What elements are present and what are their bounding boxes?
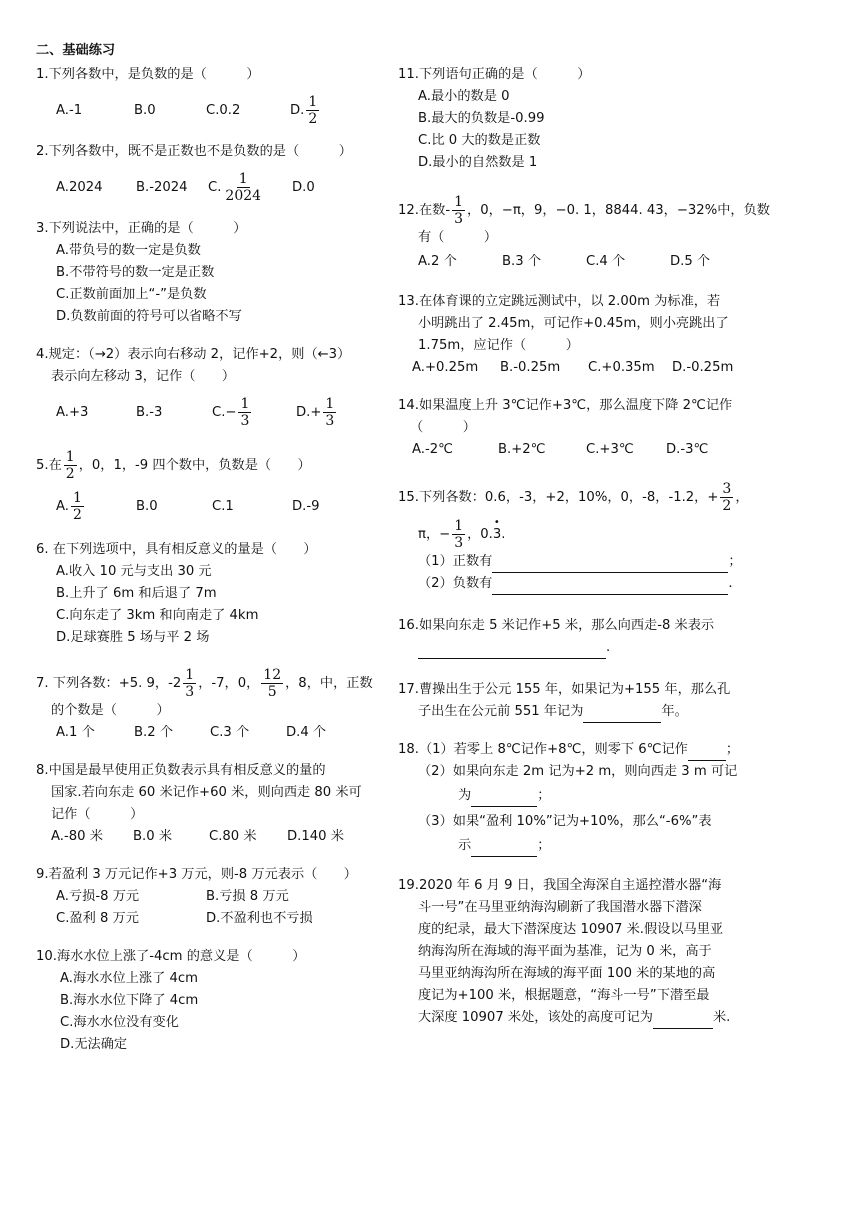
question-4 [36,344,386,429]
q15-stem-prefix: 15.下列各数：0.6，-3，+2，10%，0，-8，-1.2，+ [398,489,719,505]
q18-part-3-answer [418,835,778,857]
q4-stem-line1: 4.规定：（→2）表示向右移动 2，记作+2，则（←3） [36,347,351,362]
question-10 [36,946,386,1056]
q7-numerator-1: 1 [185,667,195,683]
q4-c-numerator: 1 [240,396,250,412]
q4-stem-line2: 表示向左移动 3，记作（ ） [51,369,236,384]
q1-option-c[interactable]: C.0.2 [206,102,241,118]
q15-denominator-2: 3 [454,535,464,551]
q7-option-c[interactable]: C.3 个 [210,725,250,740]
q15-part-2-blank[interactable] [492,578,728,595]
q6-option-d[interactable]: D.足球赛胜 5 场与平 2 场 [56,630,210,645]
q1-option-d-prefix: D. [290,102,305,118]
q9-option-c[interactable]: C.盈利 8 万元 [56,911,139,926]
q14-options [398,439,778,461]
q12-option-c[interactable]: C.4 个 [586,254,626,269]
q19-line-1: 19.2020 年 6 月 9 日，我国全海深自主遥控潜水器“海 [398,878,722,893]
q5-option-a-prefix: A. [56,498,69,514]
q15-part-1 [398,551,778,573]
q5-option-a-fraction [71,490,84,523]
q15-part-1-label: （1）正数有 [418,554,493,569]
q1-option-a[interactable]: A.-1 [56,102,83,118]
q4-option-d[interactable] [296,396,338,429]
q1-stem: 1.下列各数中，是负数的是（ ） [36,67,260,82]
q18-part-2 [398,761,778,807]
q11-options [398,86,778,174]
q12-numerator: 1 [454,194,464,210]
q15-denominator-1: 2 [722,498,732,514]
q19-line-6: 度记为+100 米，根据题意，“海斗一号”下潜至最 [418,988,710,1003]
q15-part-1-end: ； [728,554,742,569]
question-15 [398,481,778,595]
q9-option-d[interactable]: D.不盈利也不亏损 [206,911,313,926]
q6-stem: 6. 在下列选项中，具有相反意义的量是（ ） [36,542,317,557]
q13-option-b[interactable]: B.-0.25m [500,360,561,375]
q18-part-2-answer [418,785,778,807]
q8-stem-line2: 国家.若向东走 60 米记作+60 米，则向西走 80 米可 [51,785,362,800]
q13-stem-line1: 13.在体育课的立定跳远测试中，以 2.00m 为标准，若 [398,294,721,309]
q4-d-numerator: 1 [325,396,335,412]
q7-option-b[interactable]: B.2 个 [134,725,174,740]
question-6 [36,539,386,649]
right-column [398,64,778,1039]
q15-numerator-2: 1 [454,518,464,534]
q1-option-d[interactable] [290,94,321,127]
q12-stem-line2: 有（ ） [418,230,498,245]
q8-stem-line3: 记作（ ） [51,807,144,822]
q17-stem-line1: 17.曹操出生于公元 155 年，如果记为+155 年，那么孔 [398,682,731,697]
q19-line-5: 马里亚纳海沟所在海域的海平面 100 米的某地的高 [418,966,716,981]
q10-option-a[interactable]: A.海水水位上涨了 4cm [60,971,198,986]
q3-option-c[interactable]: C.正数前面加上“-”是负数 [56,287,207,302]
q1-d-numerator: 1 [308,94,318,110]
q16-end: . [606,640,611,655]
q19-blank[interactable] [653,1012,713,1029]
q4-c-denominator: 3 [240,413,250,429]
q2-stem: 2.下列各数中，既不是正数也不是负数的是（ ） [36,144,352,159]
q9-options-row1 [36,886,386,908]
question-12 [398,194,778,273]
q3-stem: 3.下列说法中，正确的是（ ） [36,221,247,236]
q8-options [36,826,386,848]
q15-line2-mid: ，0. [467,526,493,542]
q14-stem-line2: （ ） [410,420,476,435]
q8-option-a[interactable]: A.-80 米 [51,829,103,844]
question-3 [36,218,386,328]
q18-part-3-blank[interactable] [471,840,537,857]
q15-line2-prefix: π，− [418,526,451,542]
q13-stem-line2: 小明跳出了 2.45m，可记作+0.45m，则小亮跳出了 [418,316,729,331]
q5-a-denominator: 2 [72,507,82,523]
q19-line-4: 纳海沟所在海域的海平面为基准，记为 0 米，高于 [418,944,712,959]
q2-option-b[interactable]: B.-2024 [136,179,188,195]
q5-option-c[interactable]: C.1 [212,498,234,514]
q15-part-1-blank[interactable] [492,556,728,573]
q17-stem-line2 [398,701,778,723]
q12-option-d[interactable]: D.5 个 [670,254,711,269]
q14-option-d[interactable]: D.-3℃ [666,442,709,457]
question-17 [398,679,778,723]
q7-denominator-1: 3 [185,684,195,700]
q5-a-numerator: 1 [72,490,82,506]
q6-option-c[interactable]: C.向东走了 3km 和向南走了 4km [56,608,259,623]
q14-option-b[interactable]: B.+2℃ [498,442,546,457]
q10-options [36,968,386,1056]
q18-part-1-text: 18.（1）若零上 8℃记作+8℃，则零下 6℃记作 [398,742,688,757]
q5-stem-prefix: 5.在 [36,457,62,473]
q2-option-a[interactable]: A.2024 [56,179,103,195]
q11-option-c[interactable]: C.比 0 大的数是正数 [418,133,541,148]
q18-part-1-blank[interactable] [688,744,726,761]
q16-answer-line [398,637,778,659]
q4-option-a[interactable]: A.+3 [56,404,89,420]
question-5 [36,449,386,523]
q4-option-c-prefix: C.− [212,404,237,420]
q15-fraction-2 [452,518,465,551]
q7-numerator-2: 12 [263,667,282,683]
q16-blank[interactable] [418,642,606,659]
q12-stem-suffix: ，0，−π，9，−0. 1，8844. 43，−32%中，负数 [467,202,770,218]
q18-part-1-end: ； [725,742,740,757]
q7-fraction-2 [261,667,283,700]
q12-option-a[interactable]: A.2 个 [418,254,457,269]
q8-option-c[interactable]: C.80 米 [209,829,257,844]
q8-stem-line1: 8.中国是最早使用正负数表示具有相反意义的量的 [36,763,326,778]
q3-option-b[interactable]: B.不带符号的数一定是正数 [56,265,215,280]
q4-option-d-fraction [323,396,336,429]
q9-option-b[interactable]: B.亏损 8 万元 [206,889,289,904]
q18-part-2-blank[interactable] [471,790,537,807]
q7-stem-line2: 的个数是（ ） [51,703,170,718]
q15-fraction-1 [720,481,733,514]
q19-line-3: 度的纪录，最大下潜深度达 10907 米.假设以马里亚 [418,922,724,937]
q5-options [36,490,386,523]
q5-denominator: 2 [65,466,75,482]
q18-part-3-prefix: 示 [458,838,472,853]
q11-option-a[interactable]: A.最小的数是 0 [418,89,510,104]
left-column [36,40,386,1066]
q2-c-numerator: 1 [238,171,248,187]
q18-part-3-end: ； [537,838,551,853]
q13-stem-line3: 1.75m，应记作（ ） [418,338,579,353]
section-title: 二、基础练习 [36,43,116,58]
q10-option-d[interactable]: D.无法确定 [60,1037,128,1052]
q4-d-denominator: 3 [325,413,335,429]
q5-option-b[interactable]: B.0 [136,498,158,514]
q7-stem-line1 [36,667,386,700]
question-16 [398,615,778,659]
q2-c-denominator: 2024 [225,188,262,204]
q15-part-2-label: （2）负数有 [418,576,493,591]
q14-option-a[interactable]: A.-2℃ [412,442,453,457]
q7-stem-mid: ，-7，0， [198,675,260,691]
q7-stem-suffix: ，8，中，正数 [285,675,373,691]
q15-repeating-digit: • 3 [493,524,501,546]
q12-denominator: 3 [454,211,464,227]
q1-option-d-fraction [306,94,319,127]
q18-part-1 [398,739,778,761]
q5-option-a[interactable] [56,490,136,523]
q6-options [36,561,386,649]
q7-stem-prefix: 7. 下列各数：+5. 9，-2 [36,675,182,691]
q19-line-2: 斗一号”在马里亚纳海沟刷新了我国潜水器下潜深 [418,900,702,915]
q2-option-c-fraction [223,171,263,204]
question-2 [36,141,386,204]
q18-part-2-prefix: 为 [458,788,472,803]
q2-options [36,171,386,204]
question-14 [398,395,778,461]
q12-option-b[interactable]: B.3 个 [502,254,542,269]
question-13 [398,291,778,379]
q18-part-3 [398,811,778,857]
q10-option-b[interactable]: B.海水水位下降了 4cm [60,993,199,1008]
q11-option-d[interactable]: D.最小的自然数是 1 [418,155,538,170]
q12-options [398,251,778,273]
q12-stem-prefix: 12.在数- [398,202,451,218]
q15-part-2 [398,573,778,595]
q17-end: 年。 [661,704,688,719]
q4-option-c[interactable] [212,396,296,429]
q19-line-7 [398,1007,778,1029]
q2-option-c[interactable] [208,171,292,204]
q7-fraction-1 [183,667,196,700]
question-11 [398,64,778,174]
q3-option-a[interactable]: A.带负号的数一定是负数 [56,243,201,258]
q14-option-c[interactable]: C.+3℃ [586,442,634,457]
q4-option-d-prefix: D.+ [296,404,322,420]
q12-fraction [452,194,465,227]
q12-stem-line1 [398,194,778,227]
q19-last-text: 大深度 10907 米处，该处的高度可记为 [418,1010,653,1025]
q4-option-c-fraction [238,396,251,429]
q5-stem-fraction [64,449,77,482]
q7-options [36,722,386,744]
q13-option-d[interactable]: D.-0.25m [672,360,734,375]
q2-option-d[interactable]: D.0 [292,179,315,195]
q11-stem: 11.下列语句正确的是（ ） [398,67,591,82]
q16-stem-line1: 16.如果向东走 5 米记作+5 米，那么向西走-8 米表示 [398,618,715,633]
q4-options [36,396,386,429]
q13-option-a[interactable]: A.+0.25m [412,360,479,375]
q6-option-b[interactable]: B.上升了 6m 和后退了 7m [56,586,217,601]
q2-option-c-prefix: C. [208,179,222,195]
question-19 [398,875,778,1029]
q4-option-b[interactable]: B.-3 [136,404,163,420]
q3-options [36,240,386,328]
q6-option-a[interactable]: A.收入 10 元与支出 30 元 [56,564,212,579]
q18-part-2-end: ； [537,788,551,803]
q5-stem-suffix: ，0，1，-9 四个数中，负数是（ ） [78,457,311,473]
q5-numerator: 1 [65,449,75,465]
q7-option-d[interactable]: D.4 个 [286,725,327,740]
q5-option-d[interactable]: D.-9 [292,498,320,514]
question-1 [36,64,386,127]
q1-options [36,94,386,127]
q8-option-b[interactable]: B.0 米 [133,829,173,844]
question-7 [36,667,386,744]
q7-option-a[interactable]: A.1 个 [56,725,95,740]
question-9 [36,864,386,930]
q18-part-2-text: （2）如果向东走 2m 记为+2 m，则向西走 3 m 可记 [418,764,738,779]
q17-blank[interactable] [583,706,661,723]
q19-end: 米. [712,1010,731,1025]
q15-stem-line1 [398,481,778,514]
q15-stem-line2 [398,518,778,551]
q3-option-d[interactable]: D.负数前面的符号可以省略不写 [56,309,242,324]
q10-option-c[interactable]: C.海水水位没有变化 [60,1015,179,1030]
q18-part-3-text: （3）如果“盈利 10%”记为+10%，那么“-6%”表 [418,814,712,829]
question-18 [398,739,778,857]
q14-stem-line1: 14.如果温度上升 3℃记作+3℃，那么温度下降 2℃记作 [398,398,733,413]
q8-option-d[interactable]: D.140 米 [287,829,344,844]
q10-stem: 10.海水水位上涨了-4cm 的意义是（ ） [36,949,306,964]
q15-stem-suffix: ， [735,489,749,505]
q15-part-2-end: . [728,576,733,591]
q15-line2-end: . [501,526,506,542]
q15-numerator-1: 3 [722,481,732,497]
q13-options [398,357,778,379]
q9-options-row2 [36,908,386,930]
q9-option-a[interactable]: A.亏损-8 万元 [56,889,140,904]
question-8 [36,760,386,848]
q17-line2-text: 子出生在公元前 551 年记为 [418,704,584,719]
q13-option-c[interactable]: C.+0.35m [588,360,655,375]
q5-stem [36,449,386,482]
q7-denominator-2: 5 [267,684,277,700]
q1-d-denominator: 2 [308,111,318,127]
q11-option-b[interactable]: B.最大的负数是-0.99 [418,111,545,126]
q1-option-b[interactable]: B.0 [134,102,156,118]
q9-stem: 9.若盈利 3 万元记作+3 万元，则-8 万元表示（ ） [36,867,357,882]
